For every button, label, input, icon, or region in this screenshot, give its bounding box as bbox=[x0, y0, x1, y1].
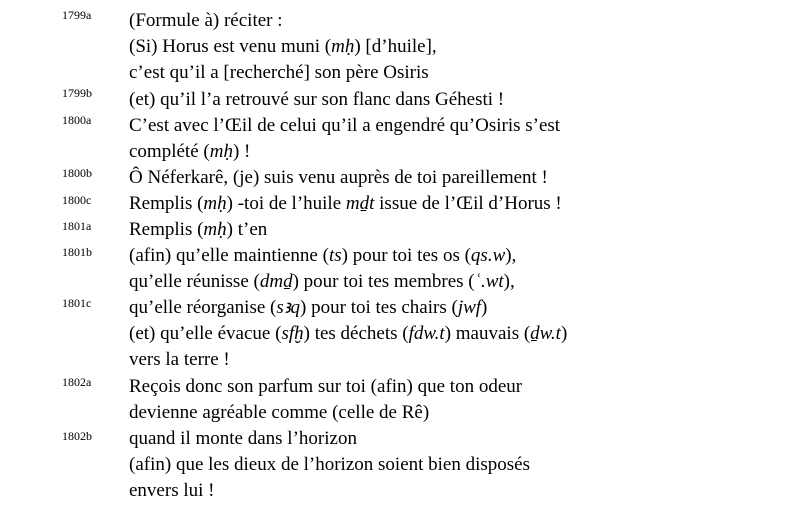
verse-ref-1801b: 1801b bbox=[62, 245, 92, 259]
text-segment: qu’elle réunisse ( bbox=[129, 271, 260, 292]
text-segment: c’est qu’il a [recherché] son père Osiris bbox=[129, 62, 429, 83]
text-line bbox=[129, 401, 429, 425]
verse-ref-1799a: 1799a bbox=[62, 8, 92, 22]
transliteration: ʿ.wt bbox=[474, 271, 504, 292]
text-segment: ) [d’huile], bbox=[354, 36, 437, 57]
text-segment: devienne agréable comme (celle de Rê) bbox=[129, 402, 430, 423]
transliteration: sꜣq bbox=[276, 297, 301, 318]
text-segment: ) pour toi tes chairs ( bbox=[300, 297, 458, 318]
text-segment: ) tes déchets ( bbox=[303, 323, 409, 344]
transliteration: qs.w bbox=[470, 245, 506, 266]
text-line bbox=[129, 322, 567, 346]
text-line bbox=[129, 348, 230, 372]
text-line bbox=[129, 35, 437, 59]
transliteration: mḥ bbox=[203, 193, 227, 214]
transliteration: mḏt bbox=[345, 193, 375, 214]
transliteration: fdw.t bbox=[408, 323, 445, 344]
text-segment: quand il monte dans l’horizon bbox=[129, 428, 357, 449]
text-segment: (Formule à) réciter : bbox=[129, 10, 283, 31]
text-line bbox=[129, 218, 267, 242]
text-line bbox=[129, 375, 522, 399]
text-segment: (et) qu’elle évacue ( bbox=[129, 323, 282, 344]
transliteration: sfḫ bbox=[281, 323, 304, 344]
text-segment: C’est avec l’Œil de celui qu’il a engendré qu’Osiris s’est bbox=[129, 115, 561, 136]
text-segment: (Si) Horus est venu muni ( bbox=[129, 36, 332, 57]
verse-ref-1802b: 1802b bbox=[62, 429, 92, 443]
text-segment: qu’elle réorganise ( bbox=[129, 297, 277, 318]
text-segment: issue de l’Œil d’Horus ! bbox=[374, 193, 562, 214]
text-line bbox=[129, 479, 214, 503]
text-line bbox=[129, 166, 548, 190]
verse-ref-1802a: 1802a bbox=[62, 375, 92, 389]
text-segment: ) -toi de l’huile bbox=[226, 193, 346, 214]
text-segment: Ô Néferkarê, (je) suis venu auprès de toi pareillement ! bbox=[129, 167, 548, 188]
text-segment: (afin) que les dieux de l’horizon soient bien disposés bbox=[129, 454, 531, 475]
transliteration: mḥ bbox=[331, 36, 355, 57]
text-line bbox=[129, 270, 515, 294]
text-segment: ) pour toi tes os ( bbox=[341, 245, 471, 266]
transliteration: jwf bbox=[457, 297, 482, 318]
text-segment: complété ( bbox=[129, 141, 210, 162]
text-segment: (et) qu’il l’a retrouvé sur son flanc dans Géhesti ! bbox=[129, 89, 505, 110]
verse-ref-1799b: 1799b bbox=[62, 86, 92, 100]
transliteration: mḥ bbox=[203, 219, 227, 240]
text-line bbox=[129, 192, 562, 216]
text-line bbox=[129, 114, 560, 138]
verse-ref-1801c: 1801c bbox=[62, 296, 92, 310]
verse-ref-1801a: 1801a bbox=[62, 219, 92, 233]
transliteration: ḏw.t bbox=[530, 323, 561, 344]
text-segment: (afin) qu’elle maintienne ( bbox=[129, 245, 329, 266]
transliteration: mḥ bbox=[209, 141, 233, 162]
text-segment: Remplis ( bbox=[129, 193, 204, 214]
text-line bbox=[129, 140, 250, 164]
verse-ref-1800c: 1800c bbox=[62, 193, 92, 207]
text-line bbox=[129, 244, 516, 268]
text-segment: ), bbox=[505, 245, 517, 266]
transliteration: dmḏ bbox=[259, 271, 293, 292]
text-line bbox=[129, 453, 530, 477]
text-segment: ) pour toi tes membres ( bbox=[292, 271, 475, 292]
text-line bbox=[129, 88, 504, 112]
text-line bbox=[129, 9, 283, 33]
text-segment: ), bbox=[503, 271, 515, 292]
text-segment: vers la terre ! bbox=[129, 349, 230, 370]
text-line bbox=[129, 61, 429, 85]
text-segment: Reçois donc son parfum sur toi (afin) que ton odeur bbox=[129, 376, 523, 397]
text-segment: ) bbox=[560, 323, 568, 344]
text-line bbox=[129, 427, 357, 451]
text-line bbox=[129, 296, 487, 320]
text-segment: ) mauvais ( bbox=[444, 323, 531, 344]
verse-ref-1800a: 1800a bbox=[62, 113, 92, 127]
text-segment: ) t’en bbox=[226, 219, 268, 240]
text-segment: envers lui ! bbox=[129, 480, 215, 501]
text-segment: Remplis ( bbox=[129, 219, 204, 240]
transliteration: ts bbox=[328, 245, 342, 266]
verse-ref-1800b: 1800b bbox=[62, 166, 92, 180]
text-segment: ) ! bbox=[232, 141, 251, 162]
text-segment: ) bbox=[481, 297, 488, 318]
